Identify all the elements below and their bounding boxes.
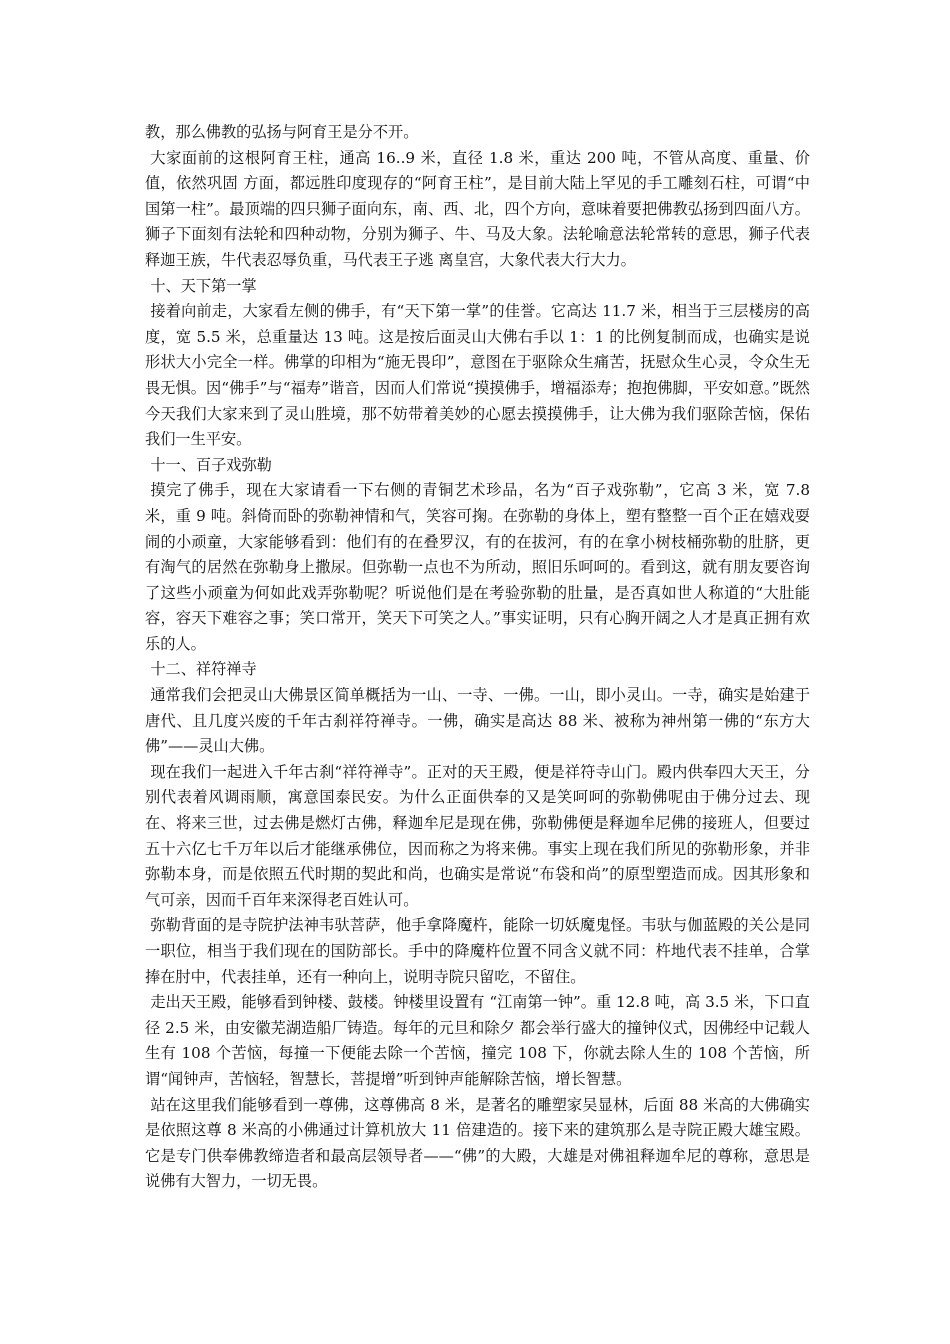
paragraph-text: 走出天王殿，能够看到钟楼、鼓楼。钟楼里设置有 “江南第一钟”。重 12.8 吨，高 3.5 米，下口直径 2.5 米，由安徽芜湖造船厂铸造。每年的元旦和除夕 都会举行盛大的撞钟仪式，因佛经中记载人生有 108 个苦恼，每撞一下便能去除一个苦恼，撞完 108 下，你就去除人生的 108 个苦恼，所谓“闻钟声，苦恼轻，智慧长，菩提增”听到钟声能解除苦恼，增长智慧。 [145,993,810,1088]
paragraph-text: 摸完了佛手，现在大家请看一下右侧的青铜艺术珍品，名为“百子戏弥勒”，它高 3 米，宽 7.8 米，重 9 吨。斜倚而卧的弥勒神情和气，笑容可掬。在弥勒的身体上，塑有整整一百个正在嬉戏耍闹的小顽童，大家能够看到：他们有的在叠罗汉，有的在拔河，有的在拿小树枝桶弥勒的肚脐，更有淘气的居然在弥勒身上撒尿。但弥勒一点也不为所动，照旧乐呵呵的。看到这，就有朋友要咨询了这些小顽童为何如此戏弄弥勒呢？听说他们是在考验弥勒的肚量，是否真如世人称道的“大肚能容，容天下难容之事；笑口常开，笑天下可笑之人。”事实证明，只有心胸开阔之人才是真正拥有欢乐的人。 [145,481,810,653]
section-heading: 十、天下第一掌 [150,276,257,295]
section-heading: 十二、祥符禅寺 [150,660,257,679]
paragraph-text: 站在这里我们能够看到一尊佛，这尊佛高 8 米，是著名的雕塑家吴显林，后面 88 米高的大佛确实是依照这尊 8 米高的小佛通过计算机放大 11 倍建造的。接下来的建筑那么是寺院正殿大雄宝殿。它是专门供奉佛教缔造者和最高层领导者——“佛”的大殿，大雄是对佛祖释迦牟尼的尊称，意思是说佛有大智力，一切无畏。 [145,1095,810,1191]
paragraph-text: 接着向前走，大家看左侧的佛手，有“天下第一掌”的佳誉。它高达 11.7 米，相当于三层楼房的高度，宽 5.5 米，总重量达 13 吨。这是按后面灵山大佛右手以 1：1 的比例复制而成，也确实是说形状大小完全一样。佛掌的印相为“施无畏印”，意图在于驱除众生痛苦，抚慰众生心灵，令众生无畏无惧。因“佛手”与“福寿”谐音，因而人们常说“摸摸佛手，增福添寿；抱抱佛脚，平安如意。”既然今天我们大家来到了灵山胜境，那不妨带着美妙的心愿去摸摸佛手，让大佛为我们驱除苦恼，保佑我们一生平安。 [145,302,810,449]
paragraph-text: 弥勒背面的是寺院护法神韦驮菩萨，他手拿降魔杵，能除一切妖魔鬼怪。韦驮与伽蓝殿的关公是同一职位，相当于我们现在的国防部长。手中的降魔杵位置不同含义就不同：杵地代表不挂单，合掌捧在肘中，代表挂单，还有一种向上，说明寺院只留吃，不留住。 [145,916,810,986]
paragraph-text: 通常我们会把灵山大佛景区简单概括为一山、一寺、一佛。一山，即小灵山。一寺，确实是始建于唐代、且几度兴废的千年古刹祥符禅寺。一佛，确实是高达 88 米、被称为神州第一佛的“东方大佛”——灵山大佛。 [145,686,810,756]
paragraph-text: 大家面前的这根阿育王柱，通高 16..9 米，直径 1.8 米，重达 200 吨，不管从高度、重量、价值，依然巩固 方面，都远胜印度现存的“阿育王柱”，是目前大陆上罕见的手工雕刻石柱，可谓“中国第一柱”。最顶端的四只狮子面向东，南、西、北，四个方向，意味着要把佛教弘扬到四面八方。狮子下面刻有法轮和四种动物，分别为狮子、牛、马及大象。法轮喻意法轮常转的意思，狮子代表释迦王族，牛代表忍辱负重，马代表王子逃 离皇宫，大象代表大行大力。 [145,148,810,269]
paragraph-text: 现在我们一起进入千年古刹“祥符禅寺”。正对的天王殿，便是祥符寺山门。殿内供奉四大天王，分别代表着风调雨顺，寓意国泰民安。为什么正面供奉的又是笑呵呵的弥勒佛呢由于佛分过去、现在、将来三世，过去佛是燃灯古佛，释迦牟尼是现在佛，弥勒佛便是释迦牟尼佛的接班人，但要过五十六亿七千万年以后才能继承佛位，因而称之为将来佛。事实上现在我们所见的弥勒形象，并非弥勒本身，而是依照五代时期的契此和尚，也确实是常说“布袋和尚”的原型塑造而成。因其形象和气可亲，因而千百年来深得老百姓认可。 [145,762,810,909]
document-body [145,120,810,1195]
section-heading: 十一、百子戏弥勒 [150,455,272,474]
paragraph-text: 教，那么佛教的弘扬与阿育王是分不开。 [145,123,419,141]
